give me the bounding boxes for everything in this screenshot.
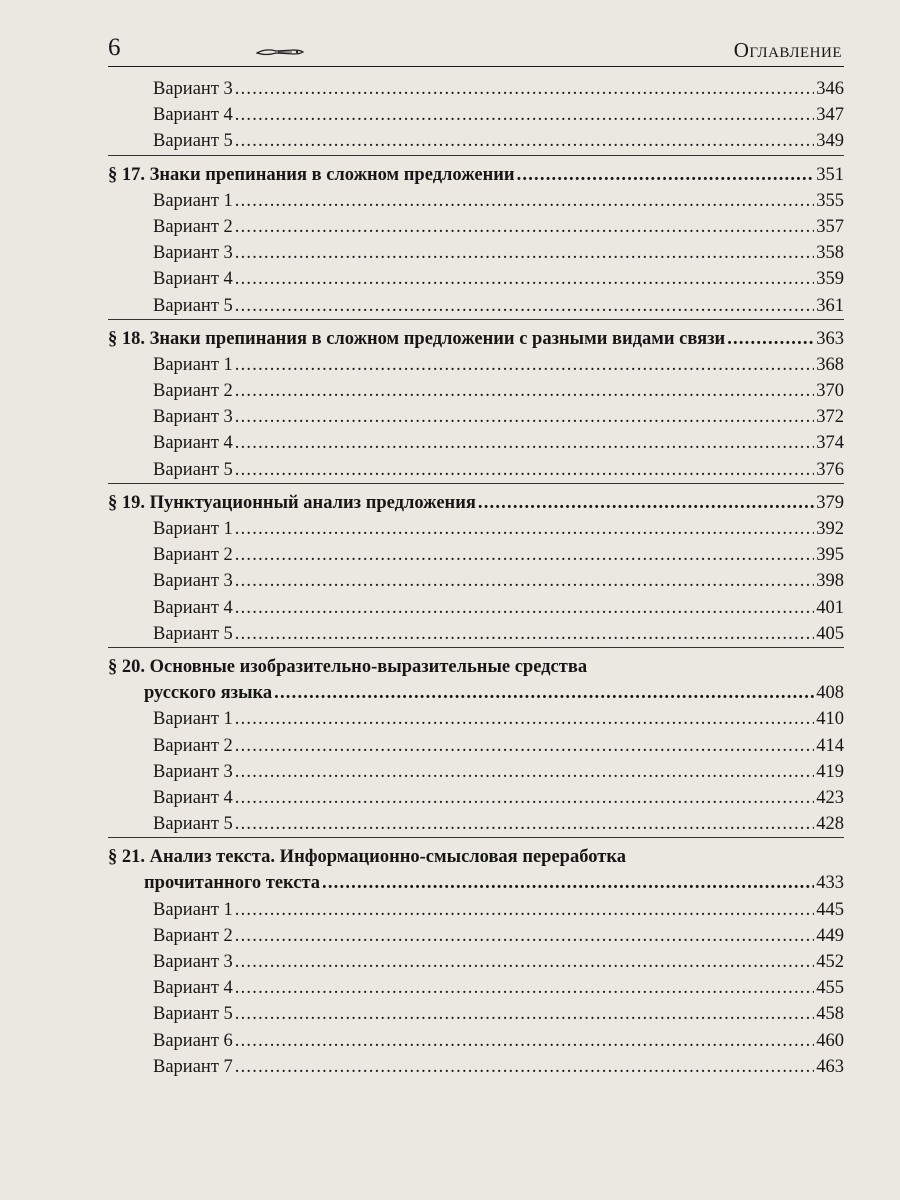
variant-entry-label: Вариант 3 bbox=[153, 952, 233, 972]
variant-entry-page-number: 347 bbox=[816, 105, 844, 126]
variant-entry bbox=[108, 706, 844, 732]
section-title: Оглавление bbox=[733, 38, 842, 62]
variant-entry-page-number: 405 bbox=[816, 623, 844, 644]
variant-entry-page-number: 359 bbox=[816, 269, 844, 290]
variant-entry-label: Вариант 4 bbox=[153, 105, 233, 126]
dot-leader bbox=[235, 811, 814, 837]
variant-entry-label: Вариант 3 bbox=[153, 571, 233, 592]
variant-entry bbox=[108, 621, 844, 647]
variant-entry bbox=[108, 240, 844, 266]
dot-leader bbox=[235, 949, 814, 975]
variant-entry-label: Вариант 6 bbox=[153, 1030, 233, 1051]
section-entry bbox=[108, 680, 844, 706]
variant-entry-page-number: 358 bbox=[816, 243, 844, 264]
variant-entry-label: Вариант 1 bbox=[153, 709, 233, 730]
variant-entry-page-number: 357 bbox=[816, 216, 844, 237]
section-heading bbox=[108, 838, 844, 896]
toc-section bbox=[108, 155, 844, 319]
toc-section bbox=[108, 76, 844, 155]
variant-entry-page-number: 463 bbox=[816, 1056, 844, 1077]
toc-section bbox=[108, 647, 844, 837]
variant-entry-label: Вариант 5 bbox=[153, 131, 233, 152]
page-number: 6 bbox=[108, 34, 121, 61]
variant-entry-page-number: 392 bbox=[816, 519, 844, 539]
variant-entry-label: Вариант 5 bbox=[153, 459, 233, 480]
variant-entry bbox=[108, 404, 844, 430]
section-heading bbox=[108, 484, 844, 516]
dot-leader bbox=[235, 733, 814, 759]
variant-entry-page-number: 349 bbox=[816, 131, 844, 152]
variant-entry-label: Вариант 1 bbox=[153, 899, 233, 920]
variant-entry-label: Вариант 4 bbox=[153, 433, 233, 454]
dot-leader bbox=[235, 706, 814, 732]
variant-entry bbox=[108, 897, 844, 923]
variant-entry-label: Вариант 2 bbox=[153, 735, 233, 756]
variant-entry bbox=[108, 76, 844, 102]
variant-entry-label: Вариант 4 bbox=[153, 787, 233, 808]
dot-leader bbox=[235, 102, 814, 128]
toc-section bbox=[108, 483, 844, 647]
dot-leader bbox=[235, 404, 814, 430]
variant-entry-page-number: 355 bbox=[816, 190, 844, 211]
variant-entry bbox=[108, 1001, 844, 1027]
section-entry bbox=[108, 490, 844, 516]
section-entry-label: § 18. Знаки препинания в сложном предложении с разными видами связи bbox=[108, 328, 726, 349]
dot-leader bbox=[478, 490, 814, 516]
section-entry-page-number: 363 bbox=[816, 328, 844, 349]
variant-entry bbox=[108, 266, 844, 292]
variant-entry-label: Вариант 4 bbox=[153, 597, 233, 618]
table-of-contents bbox=[108, 76, 844, 1080]
dot-leader bbox=[235, 621, 814, 647]
pen-icon bbox=[256, 46, 304, 58]
variant-entry-label: Вариант 3 bbox=[153, 243, 233, 264]
variant-entry-label: Вариант 4 bbox=[153, 269, 233, 290]
toc-section bbox=[108, 319, 844, 483]
variant-entry-label: Вариант 5 bbox=[153, 295, 233, 316]
section-entry-label: § 19. Пунктуационный анализ предложения bbox=[108, 492, 476, 513]
variant-entry bbox=[108, 923, 844, 949]
dot-leader bbox=[235, 923, 814, 949]
dot-leader bbox=[235, 352, 814, 378]
variant-entry-page-number: 458 bbox=[816, 1004, 844, 1025]
variant-entry bbox=[108, 785, 844, 811]
variant-entry-label: Вариант 2 bbox=[153, 216, 233, 237]
variant-entry-page-number: 368 bbox=[816, 354, 844, 375]
variant-entry bbox=[108, 975, 844, 1001]
variant-entry-page-number: 445 bbox=[816, 899, 844, 920]
variant-entry-page-number: 452 bbox=[816, 952, 844, 972]
variant-entry bbox=[108, 568, 844, 594]
variant-entry-page-number: 376 bbox=[816, 459, 844, 480]
variant-entry-page-number: 414 bbox=[816, 735, 844, 756]
section-entry-label: § 17. Знаки препинания в сложном предложении bbox=[108, 164, 515, 185]
variant-entry bbox=[108, 595, 844, 621]
variant-entry bbox=[108, 214, 844, 240]
variant-entry-page-number: 372 bbox=[816, 407, 844, 428]
dot-leader bbox=[235, 1054, 814, 1080]
variant-entry bbox=[108, 733, 844, 759]
dot-leader bbox=[235, 897, 814, 923]
variant-entry-label: Вариант 3 bbox=[153, 761, 233, 782]
dot-leader bbox=[235, 1001, 814, 1027]
variant-entry-page-number: 419 bbox=[816, 761, 844, 782]
section-heading bbox=[108, 320, 844, 352]
variant-entry-page-number: 455 bbox=[816, 978, 844, 999]
variant-entry bbox=[108, 378, 844, 404]
variant-entry-page-number: 395 bbox=[816, 545, 844, 566]
section-title-line: § 21. Анализ текста. Информационно-смысловая переработка bbox=[108, 847, 626, 868]
dot-leader bbox=[274, 680, 814, 706]
dot-leader bbox=[235, 128, 814, 154]
page-header bbox=[108, 34, 842, 64]
variant-entry-label: Вариант 2 bbox=[153, 925, 233, 946]
variant-entry-label: Вариант 1 bbox=[153, 519, 233, 539]
dot-leader bbox=[235, 568, 814, 594]
dot-leader bbox=[235, 266, 814, 292]
variant-entry-label: Вариант 3 bbox=[153, 79, 233, 99]
dot-leader bbox=[322, 870, 814, 896]
variant-entry-label: Вариант 2 bbox=[153, 545, 233, 566]
variant-entry-page-number: 361 bbox=[816, 295, 844, 316]
variant-entry bbox=[108, 352, 844, 378]
variant-entry-page-number: 449 bbox=[816, 925, 844, 946]
section-title-line: § 20. Основные изобразительно-выразительные средства bbox=[108, 656, 588, 677]
variant-entry-label: Вариант 5 bbox=[153, 1004, 233, 1025]
dot-leader bbox=[235, 975, 814, 1001]
variant-entry bbox=[108, 457, 844, 483]
dot-leader bbox=[235, 378, 814, 404]
variant-entry-label: Вариант 1 bbox=[153, 354, 233, 375]
dot-leader bbox=[235, 293, 814, 319]
dot-leader bbox=[235, 542, 814, 568]
dot-leader bbox=[235, 457, 814, 483]
dot-leader bbox=[235, 430, 814, 456]
dot-leader bbox=[235, 188, 814, 214]
variant-entry bbox=[108, 516, 844, 542]
variant-entry-page-number: 423 bbox=[816, 787, 844, 808]
section-entry-page-number: 379 bbox=[816, 492, 844, 513]
dot-leader bbox=[235, 240, 814, 266]
variant-entry-label: Вариант 3 bbox=[153, 407, 233, 428]
variant-entry-label: Вариант 7 bbox=[153, 1056, 233, 1077]
variant-entry bbox=[108, 949, 844, 975]
header-rule bbox=[108, 66, 844, 67]
dot-leader bbox=[235, 76, 814, 102]
variant-entry bbox=[108, 430, 844, 456]
variant-entry bbox=[108, 1028, 844, 1054]
variant-entry-label: Вариант 4 bbox=[153, 978, 233, 999]
dot-leader bbox=[235, 595, 814, 621]
dot-leader bbox=[235, 1028, 814, 1054]
variant-entry-page-number: 398 bbox=[816, 571, 844, 592]
variant-entry bbox=[108, 128, 844, 154]
variant-entry-page-number: 374 bbox=[816, 433, 844, 454]
dot-leader bbox=[235, 785, 814, 811]
dot-leader bbox=[727, 326, 814, 352]
toc-section bbox=[108, 837, 844, 1080]
variant-entry bbox=[108, 102, 844, 128]
section-entry bbox=[108, 326, 844, 352]
variant-entry bbox=[108, 542, 844, 568]
variant-entry-page-number: 428 bbox=[816, 814, 844, 835]
section-entry-page-number: 351 bbox=[816, 164, 844, 185]
variant-entry bbox=[108, 1054, 844, 1080]
section-entry bbox=[108, 870, 844, 896]
variant-entry-page-number: 410 bbox=[816, 709, 844, 730]
variant-entry-page-number: 401 bbox=[816, 597, 844, 618]
section-entry-page-number: 433 bbox=[816, 873, 844, 894]
variant-entry bbox=[108, 759, 844, 785]
variant-entry-page-number: 370 bbox=[816, 381, 844, 402]
variant-entry bbox=[108, 811, 844, 837]
section-heading bbox=[108, 156, 844, 188]
variant-entry-label: Вариант 5 bbox=[153, 814, 233, 835]
dot-leader bbox=[235, 516, 814, 542]
variant-entry bbox=[108, 188, 844, 214]
variant-entry-page-number: 346 bbox=[816, 79, 844, 99]
section-entry-label: прочитанного текста bbox=[144, 873, 321, 894]
variant-entry-label: Вариант 5 bbox=[153, 623, 233, 644]
dot-leader bbox=[235, 214, 814, 240]
variant-entry-page-number: 460 bbox=[816, 1030, 844, 1051]
dot-leader bbox=[517, 162, 815, 188]
dot-leader bbox=[235, 759, 814, 785]
variant-entry-label: Вариант 2 bbox=[153, 381, 233, 402]
variant-entry bbox=[108, 293, 844, 319]
section-entry bbox=[108, 162, 844, 188]
section-heading bbox=[108, 648, 844, 706]
section-entry-label: русского языка bbox=[144, 683, 273, 704]
section-entry-page-number: 408 bbox=[816, 683, 844, 704]
variant-entry-label: Вариант 1 bbox=[153, 190, 233, 211]
